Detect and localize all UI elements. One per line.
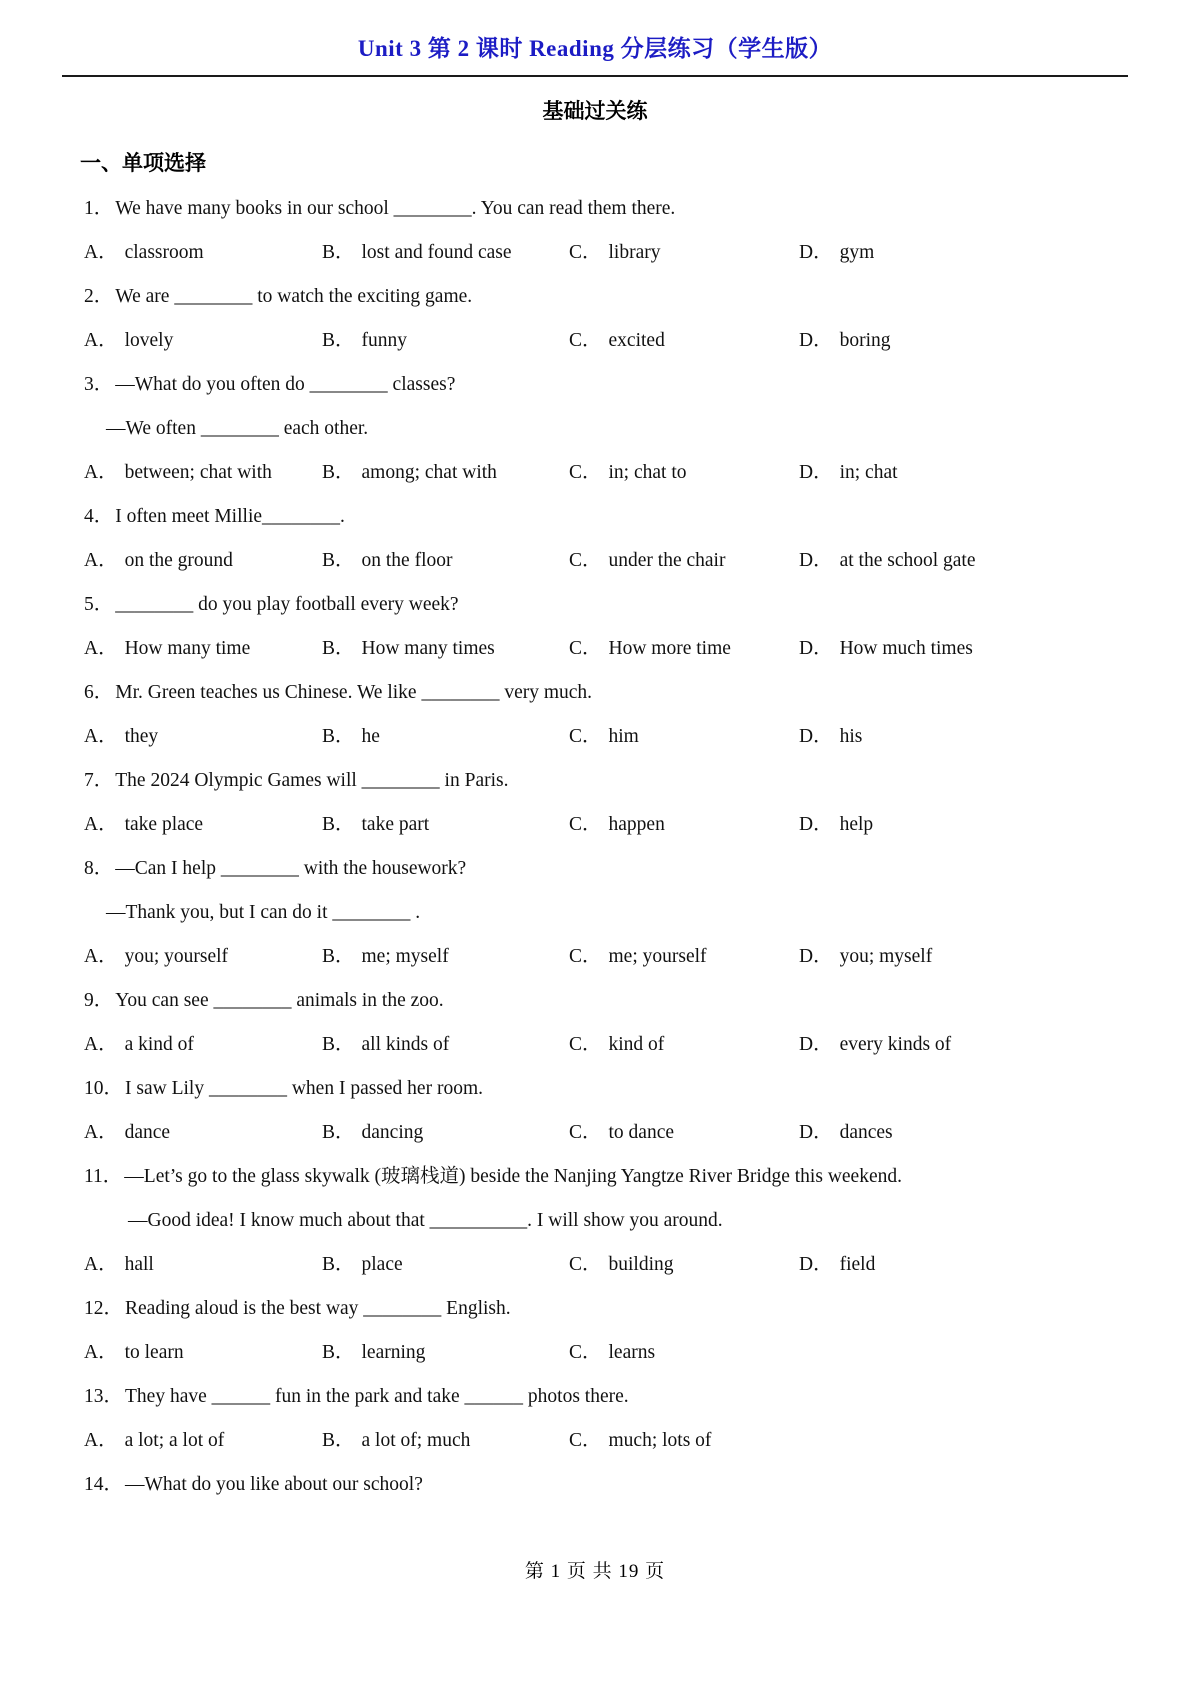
question-block [84,1473,1112,1497]
option [84,329,322,353]
option-label: D． [799,726,833,747]
option [799,1033,1112,1057]
option-label: B． [322,814,355,835]
option-text: on the ground [124,550,233,571]
option-text: lost and found case [361,242,512,263]
question-block [84,857,1112,969]
option-text: library [608,242,661,263]
question-line [84,1297,1112,1321]
option-text: building [608,1254,674,1275]
option [322,549,569,573]
option-label: D． [799,1034,833,1055]
question-number: 7． [84,770,114,791]
option [84,1429,322,1453]
option-text: to dance [608,1122,675,1143]
question-number: 8． [84,858,114,879]
option-text: between; chat with [124,462,272,483]
option [322,461,569,485]
option-text: him [608,726,639,747]
option [799,1121,1112,1145]
option-label: B． [322,638,355,659]
option-label: C． [569,1122,602,1143]
option [322,1429,569,1453]
option-label: C． [569,1342,602,1363]
option-label: A． [84,330,118,351]
option [322,241,569,265]
option [322,1121,569,1145]
option-text: among; chat with [361,462,497,483]
question-number: 2． [84,286,114,307]
option-text: me; myself [361,946,449,967]
option [84,461,322,485]
question-line [84,593,1112,617]
option-text: a lot; a lot of [124,1430,225,1451]
option-label: B． [322,1430,355,1451]
option [569,461,799,485]
option [799,637,1112,661]
question-line [84,989,1112,1013]
question-line [84,1473,1112,1497]
question-line [84,681,1112,705]
question-number: 4． [84,506,114,527]
option [322,1253,569,1277]
option [799,461,1112,485]
option-text: in; chat [839,462,898,483]
option-text: you; myself [839,946,933,967]
option-label: D． [799,814,833,835]
option-text: a kind of [124,1034,194,1055]
question-text: I often meet Millie________. [115,506,345,527]
option [799,241,1112,265]
options-row [84,725,1112,749]
option [84,1033,322,1057]
question-number: 6． [84,682,114,703]
option-label: B． [322,1034,355,1055]
option-label: A． [84,726,118,747]
question-text: —What do you often do ________ classes? [115,374,456,395]
option-text: kind of [608,1034,665,1055]
options-row [84,637,1112,661]
document-title: Unit 3 第 2 课时 Reading 分层练习（学生版） [357,36,833,61]
option [569,1121,799,1145]
option [569,813,799,837]
option-text: happen [608,814,665,835]
question-line [84,1385,1112,1409]
part-heading: 一、单项选择 [80,151,206,175]
option-text: gym [839,242,875,263]
question-block [84,593,1112,661]
question-text: —Can I help ________ with the housework? [115,858,467,879]
option-text: to learn [124,1342,184,1363]
question-number: 3． [84,374,114,395]
option-label: C． [569,638,602,659]
question-block [84,769,1112,837]
option-label: C． [569,242,602,263]
options-row [84,1121,1112,1145]
option-text: How more time [608,638,731,659]
question-block [84,1165,1112,1277]
option-text: funny [361,330,408,351]
option [84,945,322,969]
question-block [84,285,1112,353]
question-text: They have ______ fun in the park and take ______ photos there. [125,1386,629,1407]
option-text: you; yourself [124,946,229,967]
option-label: C． [569,1034,602,1055]
question-text: Reading aloud is the best way ________ English. [125,1298,511,1319]
option [799,725,1112,749]
question-block [84,989,1112,1057]
options-row [84,1033,1112,1057]
option [569,549,799,573]
option [799,813,1112,837]
option [569,725,799,749]
question-number: 5． [84,594,114,615]
option [799,1253,1112,1277]
option-text: help [839,814,874,835]
option [569,945,799,969]
question-line [84,1209,1112,1233]
question-list [84,197,1112,1497]
question-text: Mr. Green teaches us Chinese. We like ________ very much. [115,682,593,703]
option-text: lovely [124,330,174,351]
option [322,637,569,661]
option [799,945,1112,969]
option [84,241,322,265]
option-label: C． [569,946,602,967]
question-number: 11． [84,1166,123,1187]
page-footer: 第 1 页 共 19 页 [524,1561,666,1582]
question-block [84,373,1112,485]
question-text: We are ________ to watch the exciting game. [115,286,473,307]
option [322,1341,569,1365]
option [322,813,569,837]
option-label: D． [799,1254,833,1275]
option [569,1429,799,1453]
option-text: field [839,1254,876,1275]
option [84,1121,322,1145]
options-row [84,329,1112,353]
question-text: The 2024 Olympic Games will ________ in Paris. [115,770,509,791]
options-row [84,461,1112,485]
option-text: under the chair [608,550,726,571]
option-text: dance [124,1122,171,1143]
option-text: he [361,726,380,747]
option-label: A． [84,462,118,483]
option [569,241,799,265]
question-line [84,285,1112,309]
question-text: You can see ________ animals in the zoo. [115,990,444,1011]
option [84,1341,322,1365]
option-text: at the school gate [839,550,976,571]
option-label: C． [569,726,602,747]
option [569,329,799,353]
question-line [84,1165,1112,1189]
options-row [84,945,1112,969]
option [569,1341,799,1365]
question-number: 12． [84,1298,124,1319]
option-label: D． [799,242,833,263]
option-text: place [361,1254,403,1275]
option-text: How many times [361,638,495,659]
option-text: much; lots of [608,1430,712,1451]
option-label: A． [84,1254,118,1275]
option-label: A． [84,946,118,967]
question-number: 13． [84,1386,124,1407]
option-label: A． [84,814,118,835]
question-line [84,901,1112,925]
option-label: C． [569,814,602,835]
option [84,813,322,837]
option-label: A． [84,638,118,659]
option-label: B． [322,1122,355,1143]
option-label: B． [322,242,355,263]
question-text: —Good idea! I know much about that __________. I will show you around. [128,1210,723,1231]
section-heading: 基础过关练 [542,99,648,123]
question-text: ________ do you play football every week? [115,594,459,615]
options-row [84,813,1112,837]
option-text: How much times [839,638,973,659]
options-row [84,1429,1112,1453]
option-text: take part [361,814,430,835]
option-text: learning [361,1342,426,1363]
option-label: A． [84,1034,118,1055]
question-block [84,1297,1112,1365]
option-text: me; yourself [608,946,707,967]
question-line [84,505,1112,529]
option-text: learns [608,1342,656,1363]
option-text: on the floor [361,550,453,571]
option-text: in; chat to [608,462,687,483]
option-label: B． [322,462,355,483]
question-text: —Thank you, but I can do it ________ . [106,902,421,923]
question-line [84,1077,1112,1101]
question-number: 9． [84,990,114,1011]
option-label: D． [799,462,833,483]
option-label: B． [322,1254,355,1275]
option [322,725,569,749]
option-label: D． [799,330,833,351]
option-label: B． [322,946,355,967]
option [569,1253,799,1277]
option [569,637,799,661]
option-label: C． [569,1254,602,1275]
option-label: B． [322,726,355,747]
question-text: —What do you like about our school? [125,1474,423,1495]
options-row [84,1341,1112,1365]
option-label: B． [322,1342,355,1363]
option-label: A． [84,1342,118,1363]
question-block [84,505,1112,573]
option-label: C． [569,462,602,483]
question-number: 14． [84,1474,124,1495]
question-number: 10． [84,1078,124,1099]
option-label: A． [84,550,118,571]
option-text: his [839,726,863,747]
option-text: a lot of; much [361,1430,471,1451]
question-block [84,1077,1112,1145]
option-text: take place [124,814,204,835]
options-row [84,1253,1112,1277]
option-text: dancing [361,1122,424,1143]
question-line [84,373,1112,397]
option-label: D． [799,1122,833,1143]
header-divider [62,75,1128,77]
question-text: —We often ________ each other. [106,418,369,439]
question-line [84,857,1112,881]
option-label: A． [84,1122,118,1143]
question-block [84,197,1112,265]
option [84,549,322,573]
option-text: every kinds of [839,1034,952,1055]
question-number: 1． [84,198,114,219]
options-row [84,241,1112,265]
question-text: —Let’s go to the glass skywalk (玻璃栈道) beside the Nanjing Yangtze River Bridge this weekend. [124,1166,902,1187]
option [799,329,1112,353]
option-text: excited [608,330,665,351]
question-block [84,681,1112,749]
option-label: C． [569,550,602,571]
option-label: D． [799,550,833,571]
option [322,329,569,353]
question-text: We have many books in our school ________. You can read them there. [115,198,676,219]
option-text: boring [839,330,891,351]
option-text: hall [124,1254,154,1275]
option-text: classroom [124,242,204,263]
option [569,1033,799,1057]
question-line [84,417,1112,441]
question-line [84,769,1112,793]
option-text: dances [839,1122,893,1143]
option [84,637,322,661]
question-line [84,197,1112,221]
option [322,945,569,969]
option-label: C． [569,1430,602,1451]
option [322,1033,569,1057]
question-text: I saw Lily ________ when I passed her room. [125,1078,483,1099]
option-label: C． [569,330,602,351]
question-block [84,1385,1112,1453]
option-label: D． [799,638,833,659]
option-label: A． [84,242,118,263]
option-text: How many time [124,638,251,659]
option [799,549,1112,573]
option-text: all kinds of [361,1034,450,1055]
option-label: D． [799,946,833,967]
options-row [84,549,1112,573]
option [84,1253,322,1277]
option-label: A． [84,1430,118,1451]
option-label: B． [322,330,355,351]
option [84,725,322,749]
option-text: they [124,726,159,747]
option-label: B． [322,550,355,571]
